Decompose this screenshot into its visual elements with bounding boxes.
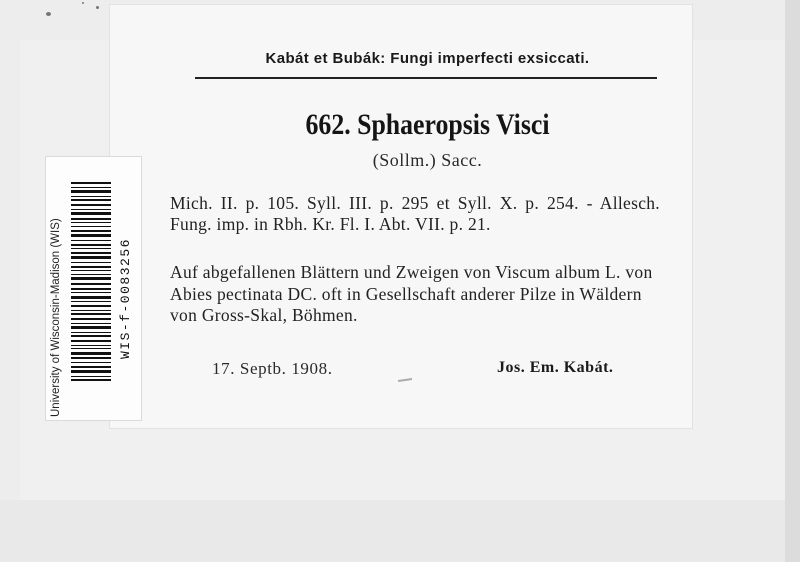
barcode-stripe [71, 292, 111, 293]
barcode-stripe [71, 326, 111, 329]
barcode-stripe [71, 270, 111, 271]
barcode-stripe [71, 248, 111, 249]
barcode-stripe [71, 212, 111, 215]
barcode-stripe [71, 345, 111, 346]
barcode-stripe [71, 226, 111, 227]
series-header: Kabát et Bubák: Fungi imperfecti exsiccati. [265, 50, 590, 67]
barcode-stripe [71, 296, 111, 299]
barcode-stripe [71, 323, 111, 324]
literature-references: Mich. II. p. 105. Syll. III. p. 295 et Syll. X. p. 254. - Allesch. Fung. imp. in Rbh. Kr. Fl. I. Abt. VII. p. 21. [170, 193, 660, 234]
barcode-stripe [71, 376, 111, 377]
barcode-stripe [71, 283, 111, 285]
barcode-stripe [71, 244, 111, 246]
barcode-number: WIS-f-0083256 [118, 238, 133, 359]
sheet-bottom-edge [0, 500, 800, 562]
barcode-stripe [71, 204, 111, 206]
habitat-description: Auf abgefallenen Blättern und Zweigen von Viscum album L. von Abies pectinata DC. oft in Gesellschaft anderer Pilze in Wäldern von Gross-Skal, Böhmen. [170, 262, 653, 325]
barcode-stripe [71, 313, 111, 315]
barcode-stripe [71, 357, 111, 359]
barcode-institution: University of Wisconsin-Madison (WIS) [50, 218, 62, 417]
barcode-stripe [71, 277, 111, 280]
barcode-stripe [71, 362, 111, 363]
barcode-stripe [71, 262, 111, 263]
barcode-bars [71, 182, 111, 382]
collection-date: 17. Septb. 1908. [212, 359, 333, 378]
barcode-stripe [71, 366, 111, 368]
collector-name: Jos. Em. Kabát. [497, 359, 614, 376]
barcode-stripe [71, 340, 111, 342]
barcode-stripe [71, 370, 111, 373]
header-rule [195, 77, 657, 79]
barcode-stripe [71, 182, 111, 184]
sheet-right-edge [785, 0, 800, 562]
barcode-stripe [71, 305, 111, 307]
barcode-stripe [71, 222, 111, 223]
species-authority: (Sollm.) Sacc. [372, 150, 483, 170]
barcode-stripe [71, 288, 111, 290]
species-title: 662. Sphaeropsis Visci [305, 108, 550, 141]
barcode-stripe [71, 318, 111, 320]
barcode-stripe [71, 187, 111, 188]
barcode-stripe [71, 352, 111, 355]
barcode-stripe [71, 274, 111, 275]
barcode-stripe [71, 190, 111, 193]
barcode-stripe [71, 218, 111, 220]
barcode-stripe [71, 379, 111, 381]
barcode-stripe [71, 196, 111, 197]
barcode-stripe [71, 230, 111, 232]
barcode-stripe [71, 199, 111, 201]
barcode-stripe [71, 310, 111, 311]
barcode-stripe [71, 335, 111, 337]
barcode-stripe [71, 256, 111, 259]
barcode-stripe [71, 240, 111, 241]
barcode-stripe [71, 266, 111, 268]
barcode-stripe [71, 348, 111, 349]
barcode-stripe [71, 332, 111, 333]
barcode-stripe [71, 209, 111, 210]
barcode-label [46, 157, 141, 420]
barcode-stripe [71, 301, 111, 302]
barcode-stripe [71, 252, 111, 254]
barcode-stripe [71, 234, 111, 237]
